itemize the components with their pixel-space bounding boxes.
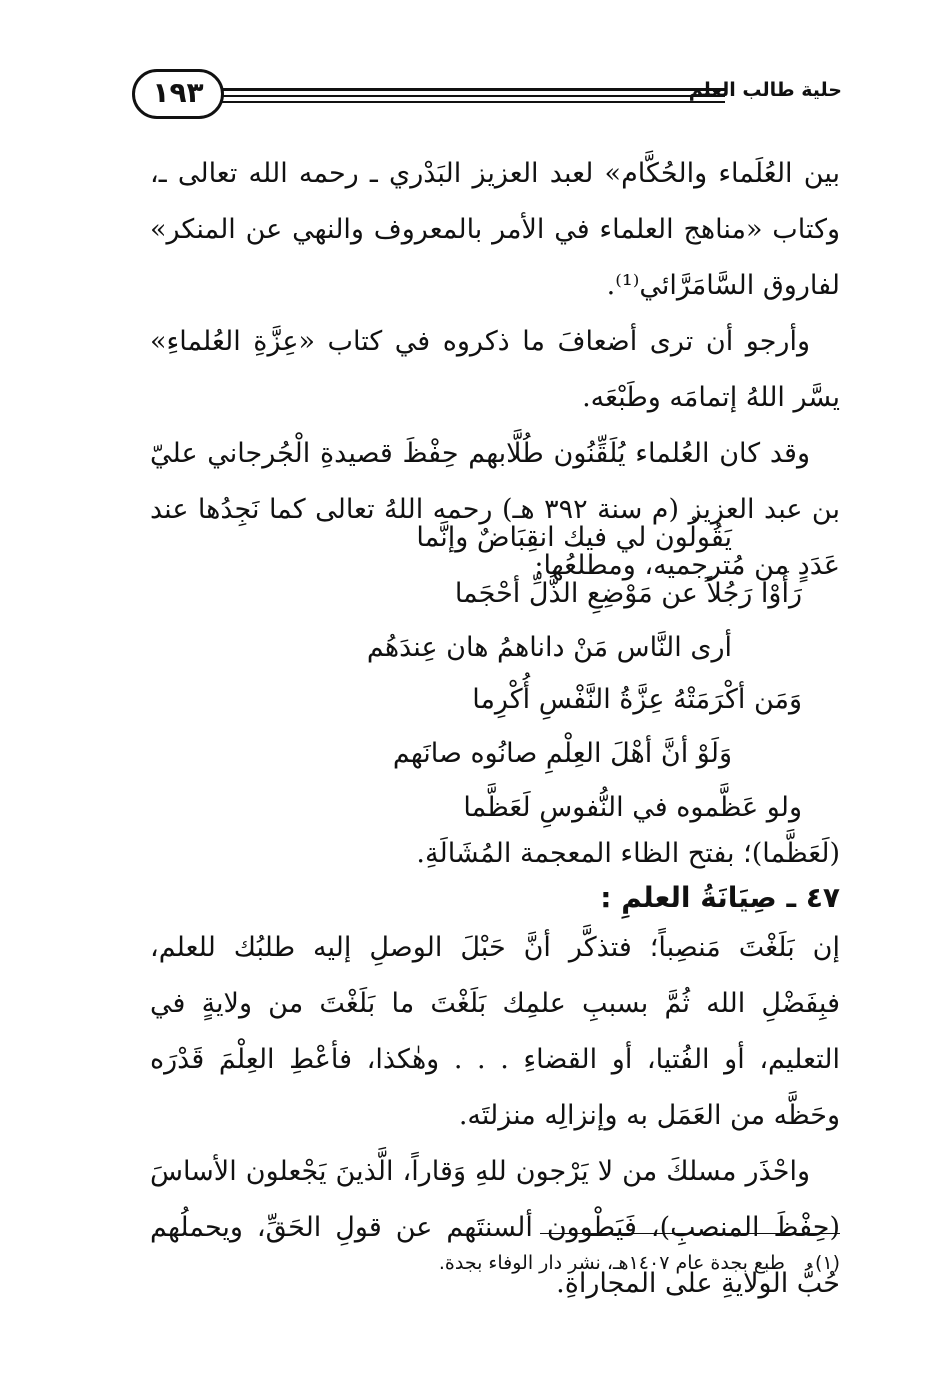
section-heading: ٤٧ ـ صِيَانَةُ العلمِ :: [600, 881, 840, 914]
page-number: ١٩٣: [132, 69, 224, 119]
verse-line: يَقُولُون لي فيك انقِبَاضٌ وإنَّما: [416, 522, 732, 553]
verse-note: (لَعَظَّما)؛ بفتح الظاء المعجمة المُشَالَةِ.: [416, 838, 840, 869]
verse-line: رَأَوْا رَجُلاً عن مَوْضِعِ الذُّلِّ أحْجَما: [454, 578, 802, 609]
page-header: [0, 55, 942, 145]
header-rule: [205, 88, 725, 91]
footnote-divider: [540, 1233, 840, 1234]
verse-line: وَلَوْ أنَّ أهْلَ العِلْمِ صانُوه صانَهم: [392, 738, 732, 769]
verse-line: أرى النَّاس مَنْ داناهمُ هان عِندَهُم: [366, 632, 732, 663]
header-rule: [205, 95, 725, 97]
verse-line: وَمَن أكْرَمَتْهُ عِزَّةُ النَّفْسِ أُكْرِما: [472, 684, 802, 715]
footnote-number: (١): [814, 1252, 840, 1274]
paragraph: بين العُلَماء والحُكَّام» لعبد العزيز البَدْري ـ رحمه الله تعالى ـ، وكتاب «مناهج العلماء في الأمر بالمعروف والنهي عن المنكر» لفاروق السَّامَرَّائي⁽¹⁾.: [150, 158, 840, 301]
verse-line: ولو عَظَّموه في النُّفوسِ لَعَظَّما: [463, 792, 802, 823]
header-rule: [205, 101, 725, 103]
paragraph: وقد كان العُلماء يُلَقِّنُون طُلَّابهم حِفْظَ قصيدةِ الْجُرجاني عليّ بن عبد العزيز (م سنة ٣٩٢ هـ) رحمه اللهُ تعالى كما نَجِدُها عند عَدَدٍ من مُترجميه، ومطلعُها:: [150, 438, 840, 581]
paragraph: واحْذَر مسلكَ من لا يَرْجون للهِ وَقاراً، الَّذينَ يَجْعلون الأساسَ (حِفْظَ المنصبِ)، فَيَطْوون ألسنتَهم عن قولِ الحَقِّ، ويحملُهم حُبُّ الولايةِ على المجاراةِ.: [150, 1156, 840, 1299]
paragraph: وأرجو أن ترى أضعافَ ما ذكروه في كتاب «عِزَّةِ العُلماءِ» يسَّر اللهُ إتمامَه وطَبْعَه.: [150, 326, 840, 413]
paragraph: إن بَلَغْتَ مَنصِباً؛ فتذكَّر أنَّ حَبْلَ الوصلِ إليه طلبُك للعلم، فبِفَضْلِ الله ثُمَّ بسببِ علمِك بَلَغْتَ ما بَلَغْتَ من ولايةٍ في التعليم، أو الفُتيا، أو القضاءِ . . . وهٰكذا، فأعْطِ العِلْمَ قَدْرَه وحَظَّه من العَمَل به وإنزالِه منزلتَه.: [150, 932, 840, 1131]
footnote-text: طبع بجدة عام ١٤٠٧هـ، نشر دار الوفاء بجدة.: [438, 1252, 785, 1274]
footnote: [439, 1252, 840, 1274]
running-title: حلية طالب العلم: [688, 79, 842, 101]
